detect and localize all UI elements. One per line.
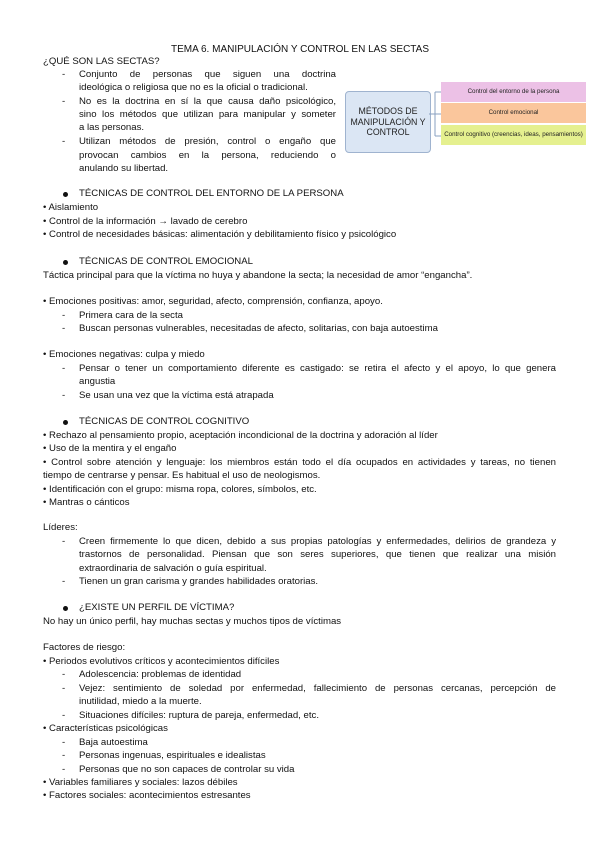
positivas-sub-1: Primera cara de la secta bbox=[79, 310, 183, 321]
bullet-dot bbox=[63, 260, 68, 265]
list-dash: - bbox=[62, 310, 66, 321]
list-dash: - bbox=[62, 683, 66, 694]
evolutivos-sub-3: Situaciones difíciles: ruptura de pareja, enfermedad, etc. bbox=[79, 710, 319, 721]
lideres-item-1-line-3: extraordinaria de salvación o guía espiritual. bbox=[79, 563, 267, 574]
factores-heading: Factores de riesgo: bbox=[43, 642, 126, 653]
diagram-main-line-1: MÉTODOS DE bbox=[358, 106, 418, 116]
list-dash: - bbox=[62, 764, 66, 775]
intro-item-3-line-1: Utilizan métodos de presión, control o engaño que bbox=[79, 136, 336, 147]
intro-item-2-line-1: No es la doctrina en sí la que causa daño psicológico, bbox=[79, 96, 336, 107]
intro-item-2-line-2: sino los métodos que utilizan para manipular y someter bbox=[79, 109, 336, 120]
section-heading-perfil: ¿EXISTE UN PERFIL DE VÍCTIMA? bbox=[79, 602, 235, 613]
entorno-item-1: • Aislamiento bbox=[43, 202, 99, 213]
emociones-negativas: • Emociones negativas: culpa y miedo bbox=[43, 349, 205, 360]
emocional-text: Táctica principal para que la víctima no huya y abandone la secta; la necesidad de amor “engancha”. bbox=[43, 270, 473, 281]
cognitivo-item-3-line-2: tiempo de centrarse y pensar. Es habitual el uso de neologismos. bbox=[43, 470, 321, 481]
section-heading-emocional: TÉCNICAS DE CONTROL EMOCIONAL bbox=[79, 256, 253, 267]
factor-familiares: • Variables familiares y sociales: lazos débiles bbox=[43, 777, 238, 788]
factor-psicologicas: • Características psicológicas bbox=[43, 723, 168, 734]
intro-item-2-line-3: a las personas. bbox=[79, 122, 145, 133]
perfil-text: No hay un único perfil, hay muchas sectas y muchos tipos de víctimas bbox=[43, 616, 342, 627]
cognitivo-item-4: • Identificación con el grupo: misma ropa, colores, símbolos, etc. bbox=[43, 484, 317, 495]
cognitivo-item-5: • Mantras o cánticos bbox=[43, 497, 130, 508]
bullet-dot bbox=[63, 606, 68, 611]
psico-sub-3: Personas que no son capaces de controlar su vida bbox=[79, 764, 295, 775]
list-dash: - bbox=[62, 576, 66, 587]
diagram-main-line-2: MANIPULACIÓN Y bbox=[350, 116, 426, 127]
negativas-sub-1-line-1: Pensar o tener un comportamiento diferente es castigado: se retira el afecto y el apoyo, lo que genera bbox=[79, 363, 556, 374]
lideres-heading: Líderes: bbox=[43, 522, 78, 533]
list-dash: - bbox=[62, 363, 66, 374]
lideres-item-1-line-1: Creen firmemente lo que dicen, debido a sus propias patologías y enfermedades, delirios de grandeza y bbox=[79, 536, 556, 547]
positivas-sub-2: Buscan personas vulnerables, necesitadas de afecto, solitarias, con baja autoestima bbox=[79, 323, 438, 334]
cognitivo-item-2: • Uso de la mentira y el engaño bbox=[43, 443, 177, 454]
intro-item-1-line-1: Conjunto de personas que siguen una doctrina bbox=[79, 69, 336, 80]
entorno-item-2: • Control de la información → lavado de cerebro bbox=[43, 216, 248, 227]
lideres-item-1-line-2: trastornos de personalidad. Piensan que son seres superiores, que tienen que realizar una misión bbox=[79, 549, 556, 560]
cognitivo-item-1: • Rechazo al pensamiento propio, aceptación incondicional de la doctrina y adoración al líder bbox=[43, 430, 438, 441]
list-dash: - bbox=[62, 710, 66, 721]
diagram-main-line-3: CONTROL bbox=[366, 127, 410, 137]
negativas-sub-2: Se usan una vez que la víctima está atrapada bbox=[79, 390, 274, 401]
evolutivos-sub-2-line-1: Vejez: sentimiento de soledad por enfermedad, fallecimiento de personas cercanas, percepción de bbox=[79, 683, 556, 694]
intro-item-3-line-3: anulando su libertad. bbox=[79, 163, 169, 174]
intro-item-1-line-2: ideológica o religiosa que no es la oficial o tradicional. bbox=[79, 82, 308, 93]
section-heading-cognitivo: TÉCNICAS DE CONTROL COGNITIVO bbox=[79, 416, 250, 427]
diagram-main-node bbox=[345, 91, 431, 153]
section-heading-entorno: TÉCNICAS DE CONTROL DEL ENTORNO DE LA PERSONA bbox=[79, 188, 344, 199]
diagram-box-emocional: Control emocional bbox=[441, 103, 586, 123]
bullet-dot bbox=[63, 420, 68, 425]
list-dash: - bbox=[62, 323, 66, 334]
list-dash: - bbox=[62, 96, 66, 107]
list-dash: - bbox=[62, 136, 66, 147]
evolutivos-sub-1: Adolescencia: problemas de identidad bbox=[79, 669, 242, 680]
cognitivo-item-3-line-1: • Control sobre atención y lenguaje: los miembros están todo el día ocupados en actividades y tareas, no tienen bbox=[43, 457, 556, 468]
list-dash: - bbox=[62, 669, 66, 680]
list-dash: - bbox=[62, 536, 66, 547]
list-dash: - bbox=[62, 750, 66, 761]
list-dash: - bbox=[62, 69, 66, 80]
diagram-box-entorno: Control del entorno de la persona bbox=[441, 82, 586, 102]
list-dash: - bbox=[62, 737, 66, 748]
psico-sub-1: Baja autoestima bbox=[79, 737, 148, 748]
emociones-positivas: • Emociones positivas: amor, seguridad, afecto, comprensión, confianza, apoyo. bbox=[43, 296, 383, 307]
page-title: TEMA 6. MANIPULACIÓN Y CONTROL EN LAS SECTAS bbox=[170, 44, 430, 55]
psico-sub-2: Personas ingenuas, espirituales e idealistas bbox=[79, 750, 266, 761]
entorno-item-3: • Control de necesidades básicas: alimentación y debilitamiento físico y psicológico bbox=[43, 229, 397, 240]
negativas-sub-1-line-2: angustia bbox=[79, 376, 116, 387]
section-heading-que-son: ¿QUÉ SON LAS SECTAS? bbox=[43, 56, 160, 67]
lideres-item-2: Tienen un gran carisma y grandes habilidades oratorias. bbox=[79, 576, 319, 587]
bullet-dot bbox=[63, 192, 68, 197]
intro-item-3-line-2: provocan cambios en la persona, reduciendo o bbox=[79, 150, 336, 161]
diagram-box-cognitivo: Control cognitivo (creencias, ideas, pensamientos) bbox=[441, 125, 586, 145]
evolutivos-sub-2-line-2: inutilidad, miedo a la muerte. bbox=[79, 696, 202, 707]
factor-evolutivos: • Periodos evolutivos críticos y acontecimientos difíciles bbox=[43, 656, 280, 667]
list-dash: - bbox=[62, 390, 66, 401]
factor-sociales: • Factores sociales: acontecimientos estresantes bbox=[43, 790, 251, 801]
